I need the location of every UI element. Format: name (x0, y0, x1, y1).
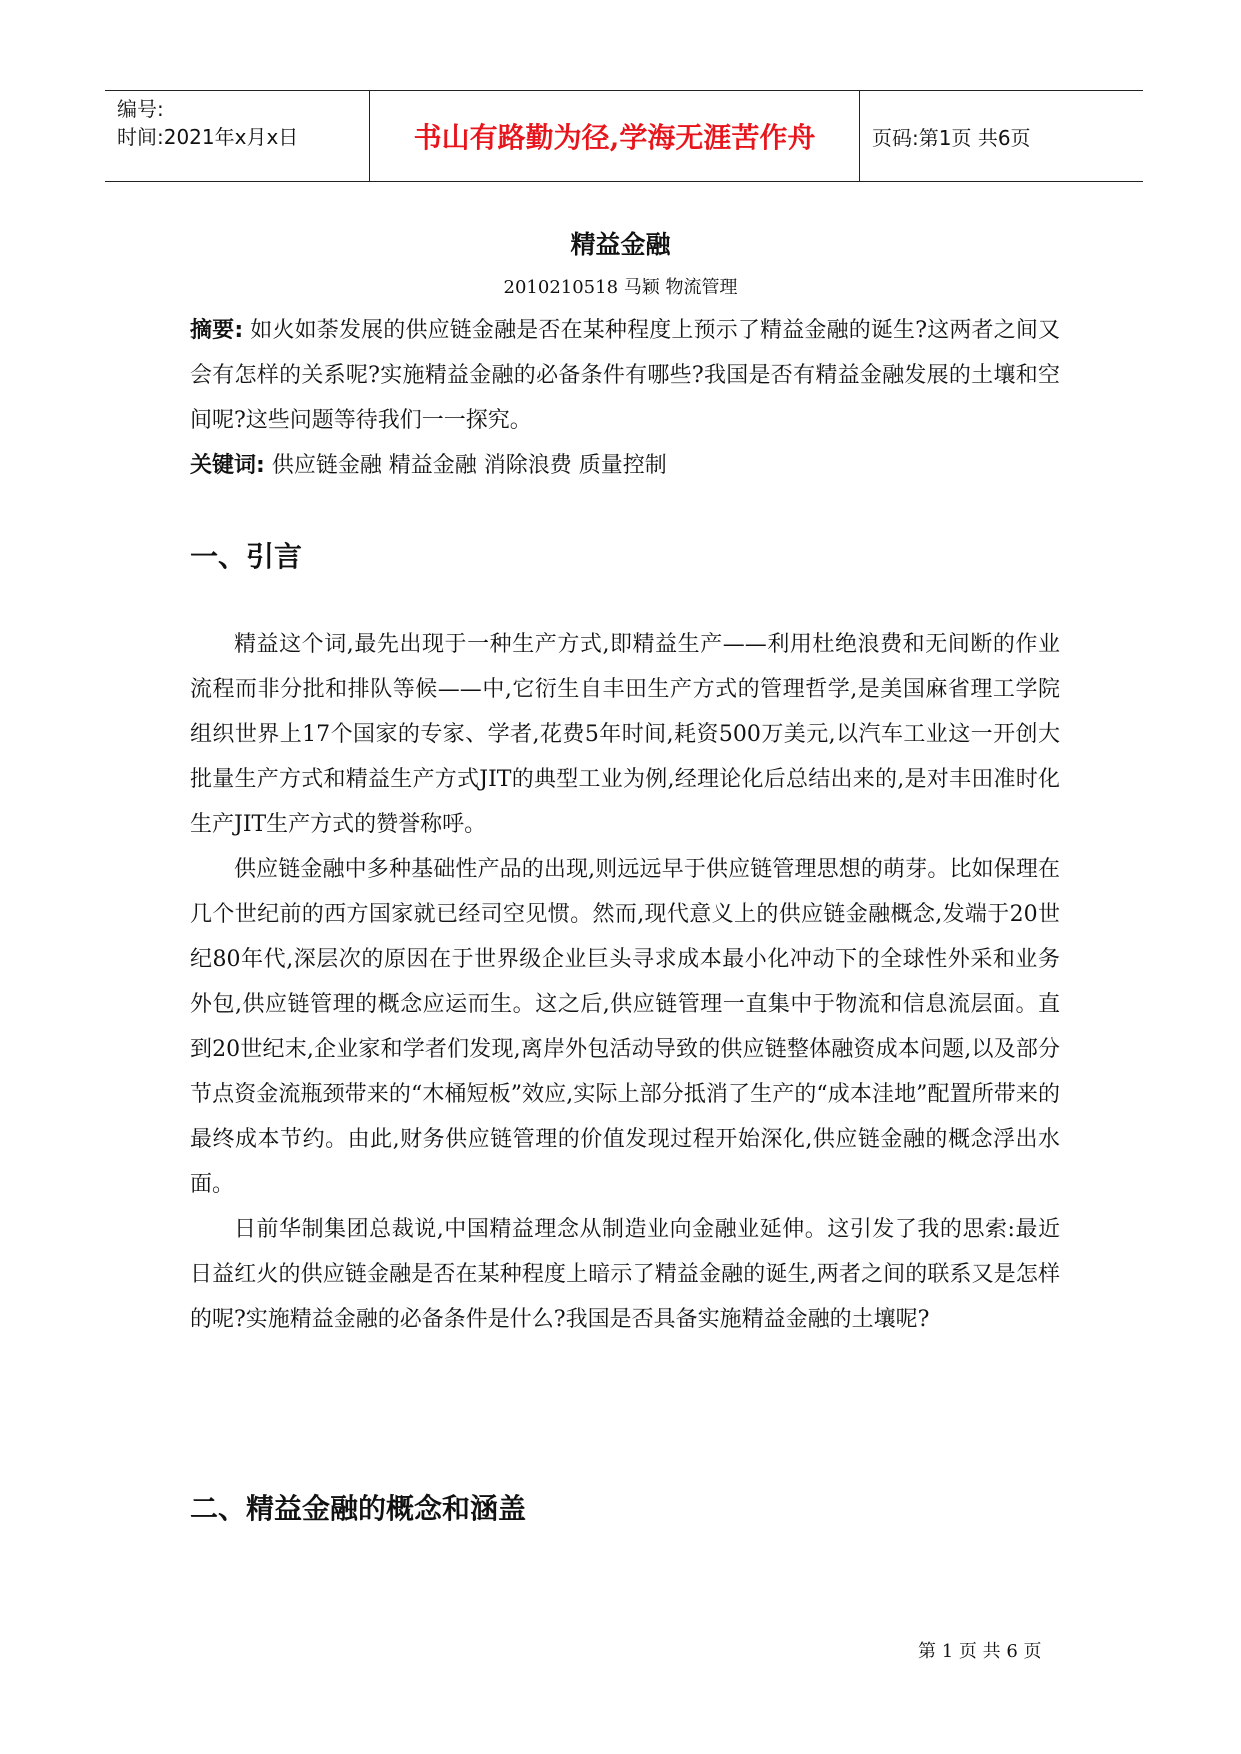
paragraph: 精益这个词,最先出现于一种生产方式,即精益生产——利用杜绝浪费和无间断的作业流程而非分批和排队等候——中,它衍生自丰田生产方式的管理哲学,是美国麻省理工学院组织世界上17个国家的专家、学者,花费5年时间,耗资500万美元,以汽车工业这一开创大批量生产方式和精益生产方式JIT的典型工业为例,经理论化后总结出来的,是对丰田准时化生产JIT生产方式的赞誉称呼。 (190, 632, 1060, 837)
section1-body (190, 622, 1060, 1342)
section-heading-2: 二、精益金融的概念和涵盖 (190, 1492, 527, 1525)
author-line: 2010210518 马颖 物流管理 (503, 277, 738, 298)
section-heading-1: 一、引言 (190, 540, 303, 573)
page-footer: 第 1 页 共 6 页 (918, 1641, 1042, 1662)
header-left-cell (105, 91, 370, 181)
paragraph: 日前华制集团总裁说,中国精益理念从制造业向金融业延伸。这引发了我的思索:最近日益红火的供应链金融是否在某种程度上暗示了精益金融的诞生,两者之间的联系又是怎样的呢?实施精益金融的必备条件是什么?我国是否具备实施精益金融的土壤呢? (190, 1217, 1060, 1332)
document-title: 精益金融 (570, 230, 671, 259)
keywords (190, 443, 1060, 488)
abstract-label: 摘要: (190, 318, 244, 343)
document-header (105, 90, 1143, 182)
abstract-block (190, 308, 1060, 488)
keywords-label: 关键词: (190, 453, 265, 478)
paragraph: 供应链金融中多种基础性产品的出现,则远远早于供应链管理思想的萌芽。比如保理在几个世纪前的西方国家就已经司空见惯。然而,现代意义上的供应链金融概念,发端于20世纪80年代,深层次的原因在于世界级企业巨头寻求成本最小化冲动下的全球性外采和业务外包,供应链管理的概念应运而生。这之后,供应链管理一直集中于物流和信息流层面。直到20世纪末,企业家和学者们发现,离岸外包活动导致的供应链整体融资成本问题,以及部分节点资金流瓶颈带来的“木桶短板”效应,实际上部分抵消了生产的“成本洼地”配置所带来的最终成本节约。由此,财务供应链管理的价值发现过程开始深化,供应链金融的概念浮出水面。 (190, 857, 1060, 1197)
header-motto: 书山有路勤为径,学海无涯苦作舟 (370, 91, 860, 181)
abstract (190, 308, 1060, 443)
keywords-text: 供应链金融 精益金融 消除浪费 质量控制 (271, 453, 667, 478)
abstract-text: 如火如荼发展的供应链金融是否在某种程度上预示了精益金融的诞生?这两者之间又会有怎样的关系呢?实施精益金融的必备条件有哪些?我国是否有精益金融发展的土壤和空间呢?这些问题等待我们一一探究。 (190, 318, 1060, 433)
header-page-label: 页码:第1页 共6页 (872, 125, 1031, 150)
number-label: 编号: (117, 97, 164, 121)
time-label: 时间:2021年x月x日 (117, 125, 299, 149)
